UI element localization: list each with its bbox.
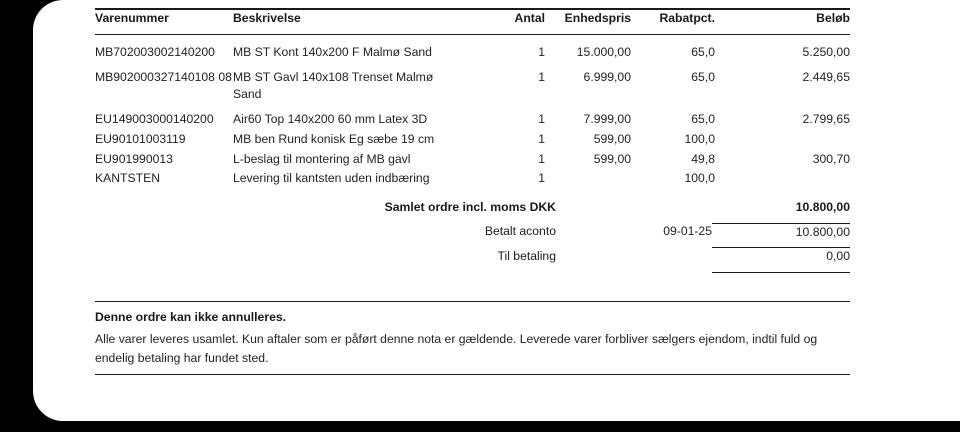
cell-enhedspris: 6.999,00: [583, 70, 631, 85]
cell-antal: 1: [538, 131, 545, 146]
line-items-table: [95, 10, 850, 26]
table-row[interactable]: [95, 44, 850, 69]
cell-rabatpct: 100,0: [684, 171, 715, 186]
totals-date-grand-total: [556, 199, 712, 223]
column-header-varenummer: Varenummer: [95, 11, 169, 25]
totals-label-grand-total: Samlet ordre incl. moms DKK: [384, 200, 556, 215]
totals-spacer: [95, 248, 340, 272]
totals-label-due: Til betaling: [497, 248, 556, 263]
totals-date-paid: 09-01-25: [663, 224, 712, 239]
document-page: [33, 0, 960, 421]
table-row[interactable]: [95, 170, 850, 190]
cell-varenummer: MB702003002140200: [95, 45, 215, 60]
table-row[interactable]: [95, 131, 850, 151]
totals-row-grand-total: [95, 199, 850, 223]
totals-amount-due: 0,00: [712, 248, 850, 272]
column-header-enhedspris: Enhedspris: [564, 11, 631, 25]
totals-bottom-rule: [712, 272, 850, 273]
column-header-rabatpct: Rabatpct.: [659, 11, 715, 25]
cell-antal: 1: [538, 70, 545, 85]
cell-belob: [715, 131, 850, 151]
totals-body: [95, 199, 850, 271]
cell-varenummer: MB902000327140108 08: [95, 70, 232, 85]
top-spacer: [95, 0, 850, 8]
terms-bottom-rule: [95, 374, 850, 375]
table-row[interactable]: [95, 151, 850, 171]
cell-beskrivelse: MB ST Kont 140x200 F Malmø Sand: [233, 45, 432, 60]
cell-varenummer: EU90101003119: [95, 131, 186, 146]
cell-beskrivelse: L-beslag til montering af MB gavl: [233, 151, 411, 166]
cell-rabatpct: 49,8: [691, 151, 715, 166]
terms-body: Alle varer leveres usamlet. Kun aftaler som er påført denne nota er gældende. Leverede varer forbliver sælgers ejendom, indtil fuld og endelig betaling har fundet sted.: [95, 331, 818, 365]
totals-row-due: [95, 248, 850, 272]
table-body: [95, 44, 850, 190]
totals-amount-grand-total: 10.800,00: [795, 200, 850, 215]
cell-enhedspris: 7.999,00: [583, 111, 631, 126]
totals-amount-paid: 10.800,00: [712, 223, 850, 247]
cell-belob: [715, 170, 850, 190]
cell-rabatpct: 65,0: [691, 70, 715, 85]
cell-beskrivelse: Air60 Top 140x200 60 mm Latex 3D: [233, 111, 428, 126]
totals-label-paid: Betalt aconto: [484, 224, 556, 239]
cell-belob: 5.250,00: [802, 45, 850, 60]
totals-date-due: [556, 248, 712, 272]
column-header-beskrivelse: Beskrivelse: [233, 11, 301, 25]
cell-enhedspris: 599,00: [593, 151, 631, 166]
cell-enhedspris: 15.000,00: [576, 45, 631, 60]
totals-spacer: [95, 223, 340, 247]
cell-belob: 2.449,65: [802, 70, 850, 85]
totals-spacer: [95, 199, 340, 223]
cell-antal: 1: [538, 171, 545, 186]
document-body: [95, 0, 850, 375]
totals-table: [95, 199, 850, 271]
body-top-spacer: [95, 35, 850, 44]
cell-antal: 1: [538, 151, 545, 166]
column-header-antal: Antal: [514, 11, 545, 25]
cell-belob: 300,70: [812, 151, 850, 166]
table-header-row: [95, 10, 850, 26]
cell-beskrivelse: Levering til kantsten uden indbæring: [233, 171, 430, 186]
totals-row-paid: [95, 223, 850, 247]
cell-varenummer: EU149003000140200: [95, 111, 214, 126]
table-row[interactable]: [95, 111, 850, 131]
cell-rabatpct: 65,0: [691, 45, 715, 60]
cell-beskrivelse: MB ben Rund konisk Eg sæbe 19 cm: [233, 131, 435, 146]
cell-rabatpct: 100,0: [684, 131, 715, 146]
line-items-body-table: [95, 44, 850, 190]
cell-varenummer: KANTSTEN: [95, 171, 161, 186]
cell-antal: 1: [538, 111, 545, 126]
table-row[interactable]: [95, 69, 850, 111]
column-header-belob: Beløb: [816, 11, 850, 25]
cell-belob: 2.799,65: [802, 111, 850, 126]
cell-antal: 1: [538, 45, 545, 60]
cell-varenummer: EU901990013: [95, 151, 173, 166]
cell-beskrivelse: MB ST Gavl 140x108 Trenset Malmø Sand: [233, 70, 434, 102]
terms-title: Denne ordre kan ikke annulleres.: [95, 309, 287, 324]
header-bottom-spacer: [95, 26, 850, 34]
cell-enhedspris: 599,00: [593, 131, 631, 146]
table-header: [95, 10, 850, 26]
cell-enhedspris: [545, 170, 631, 190]
terms-block: [95, 301, 850, 375]
cell-rabatpct: 65,0: [691, 111, 715, 126]
